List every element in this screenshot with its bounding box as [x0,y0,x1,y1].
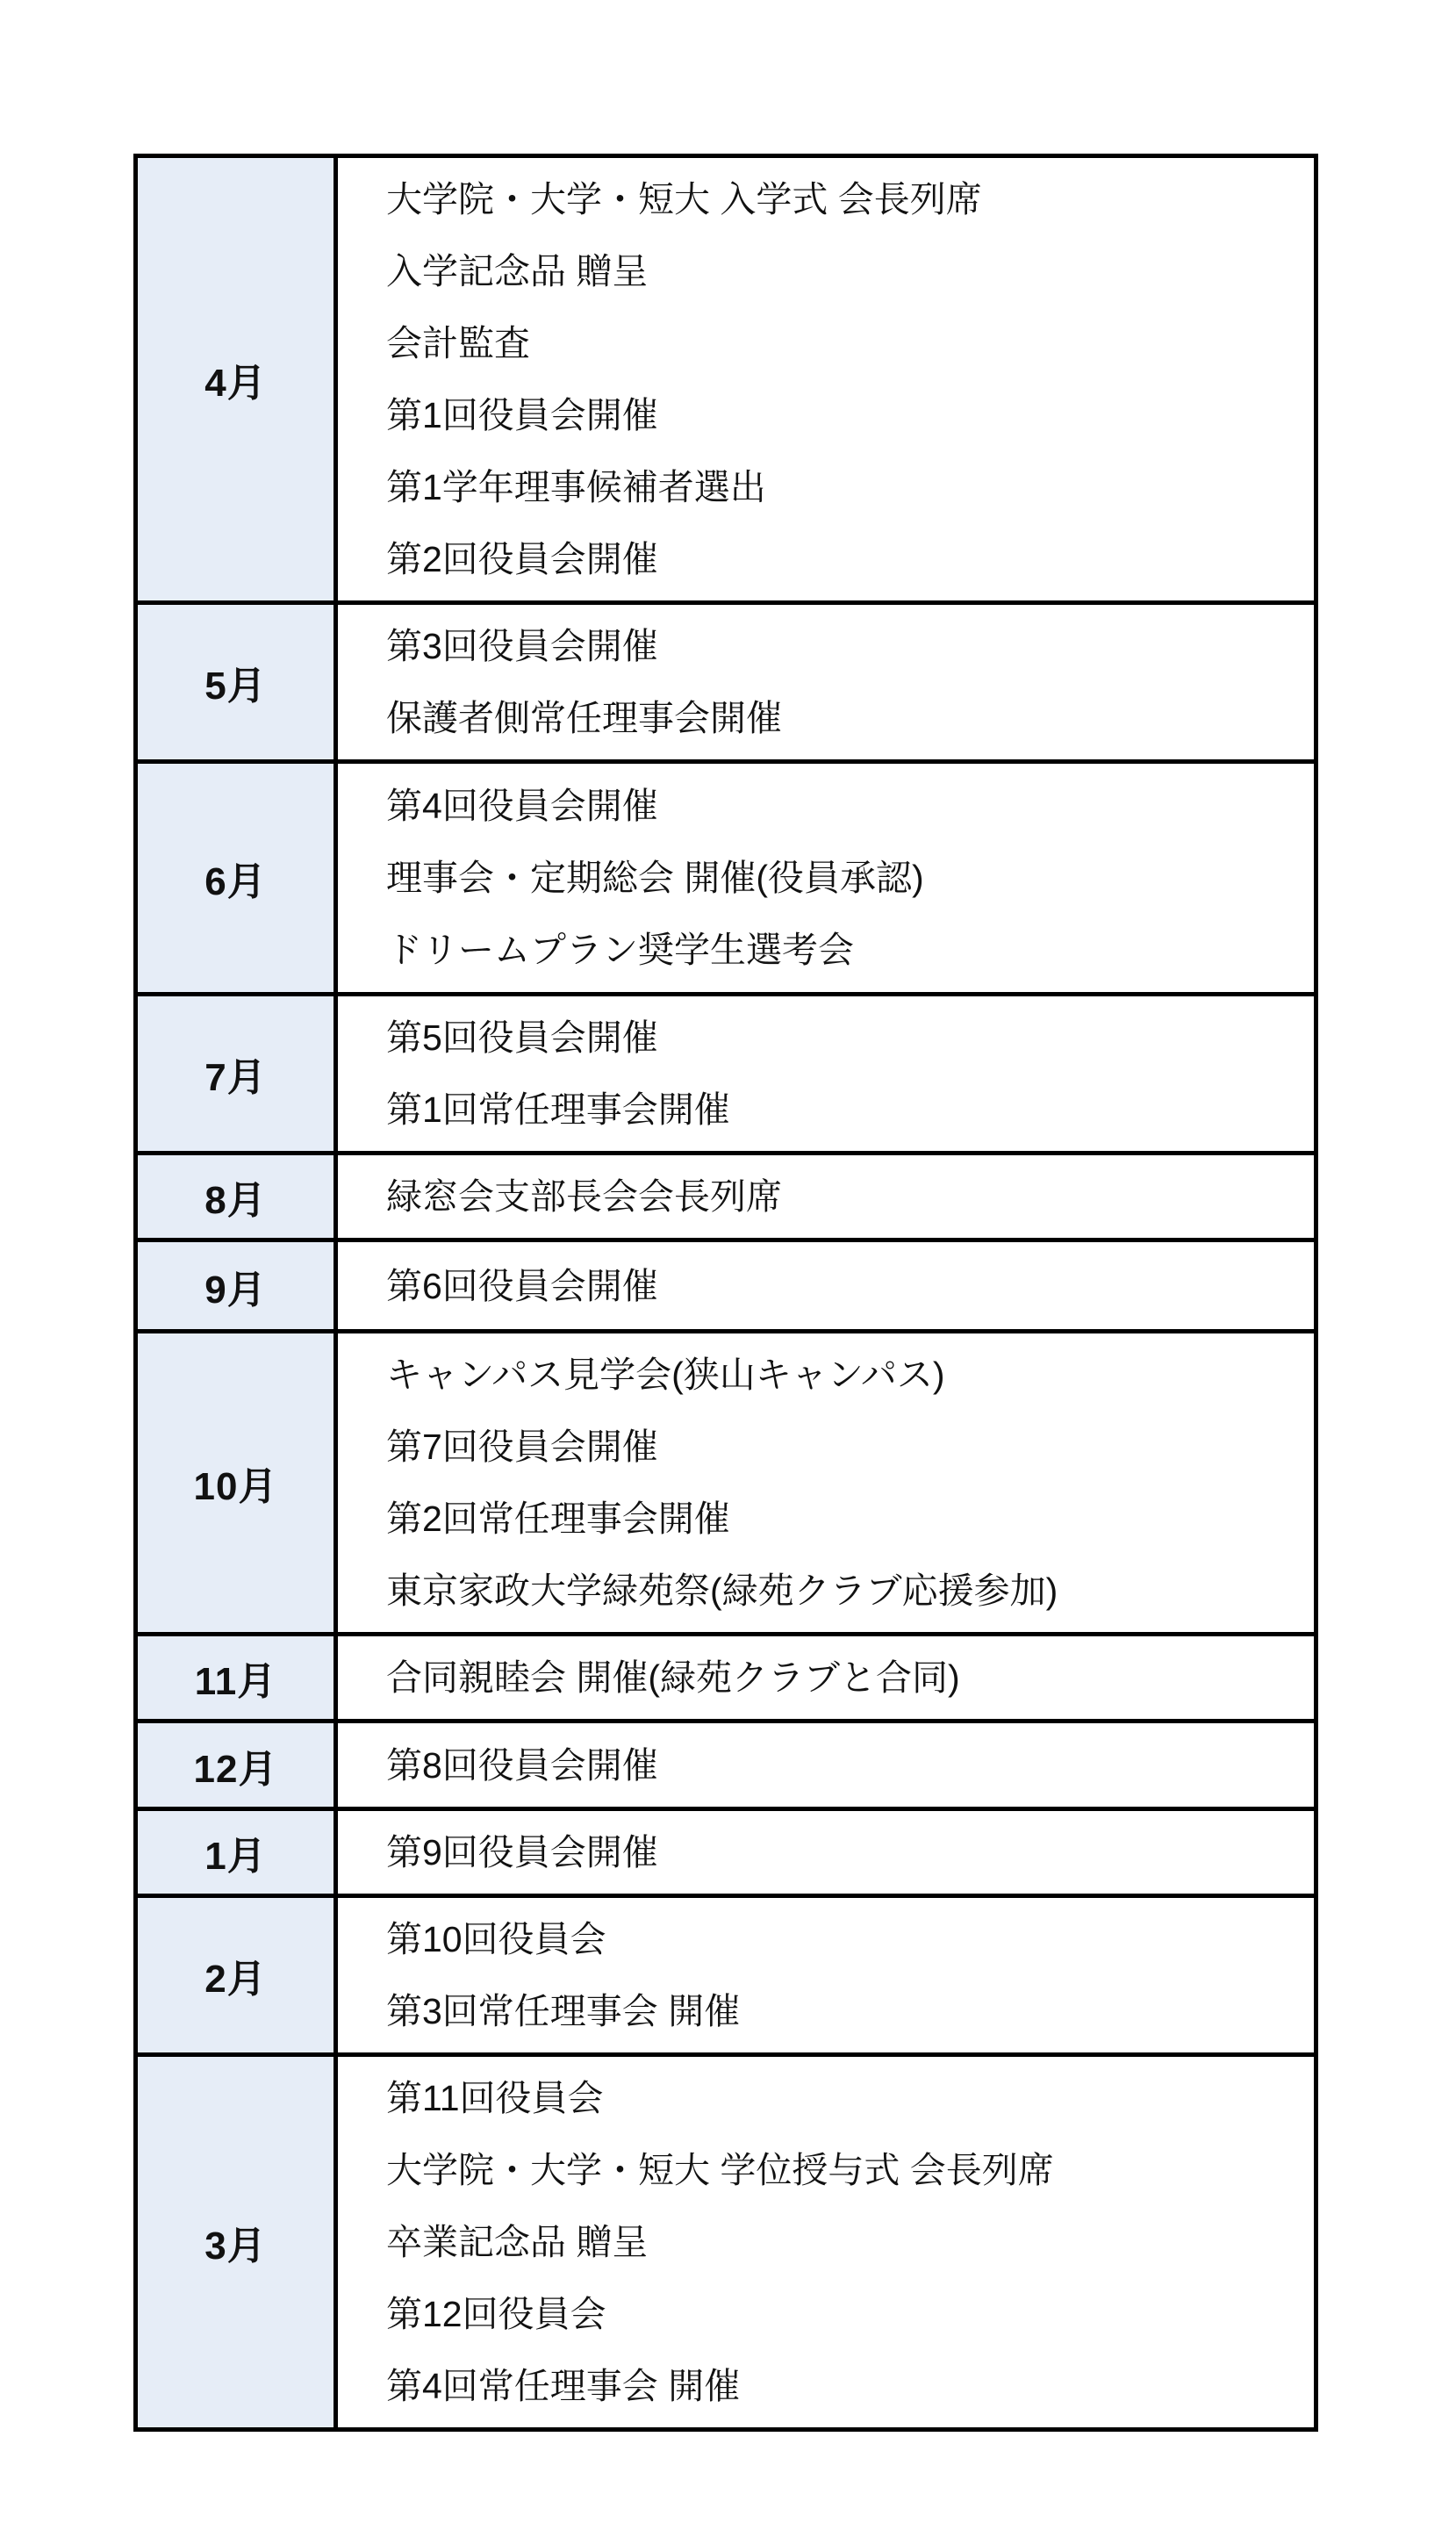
month-label: 10月 [193,1465,278,1508]
events-cell [336,1635,1316,1722]
month-label: 2月 [204,1958,267,2001]
month-cell [136,2055,336,2430]
schedule-item: 第3回役員会開催 [386,626,658,666]
schedule-item: 会計監査 [386,323,530,363]
schedule-item: 第1回役員会開催 [386,395,658,435]
schedule-item: 第4回役員会開催 [386,786,658,826]
events-cell [336,2055,1316,2430]
schedule-item: キャンパス見学会(狭山キャンパス) [386,1355,945,1395]
schedule-item: 第11回役員会 [386,2078,604,2118]
events-cell [336,1722,1316,1809]
schedule-item: 大学院・大学・短大 学位授与式 会長列席 [386,2150,1054,2190]
schedule-table [133,154,1318,2432]
month-label: 4月 [204,362,267,405]
schedule-item: 第2回役員会開催 [386,539,658,579]
table-row [136,1896,1316,2055]
month-cell [136,762,336,995]
events-cell [336,603,1316,762]
month-label: 5月 [204,665,267,708]
events-cell [336,1154,1316,1240]
month-cell [136,1635,336,1722]
month-label: 1月 [204,1835,267,1878]
month-label: 8月 [204,1179,267,1222]
month-label: 9月 [204,1268,267,1312]
schedule-item: 第9回役員会開催 [386,1832,658,1872]
events-cell [336,1809,1316,1896]
schedule-item: 第4回常任理事会 開催 [386,2366,741,2406]
table-row [136,1722,1316,1809]
table-row [136,1809,1316,1896]
month-cell [136,1240,336,1332]
month-label: 12月 [193,1747,278,1791]
month-label: 3月 [204,2225,267,2268]
schedule-item: 第8回役員会開催 [386,1744,658,1786]
month-label: 6月 [204,860,267,903]
month-label: 7月 [204,1056,267,1099]
month-cell [136,1332,336,1635]
schedule-item: 第7回役員会開催 [386,1427,658,1467]
schedule-item: 緑窓会支部長会会長列席 [386,1176,782,1217]
events-cell [336,1240,1316,1332]
table-row [136,1332,1316,1635]
schedule-item: 保護者側常任理事会開催 [386,698,782,738]
events-cell [336,995,1316,1154]
schedule-item: 第12回役員会 [386,2294,606,2334]
month-cell [136,603,336,762]
schedule-item: 大学院・大学・短大 入学式 会長列席 [386,179,982,219]
table-row [136,603,1316,762]
schedule-item: 卒業記念品 贈呈 [386,2222,649,2262]
schedule-item: 第10回役員会 [386,1919,606,1959]
month-label: 11月 [194,1660,277,1703]
table-row [136,1635,1316,1722]
schedule-item: 第1学年理事候補者選出 [386,467,766,507]
schedule-item: 第6回役員会開催 [386,1265,658,1306]
month-cell [136,156,336,603]
schedule-item: 入学記念品 贈呈 [386,251,649,291]
month-cell [136,1154,336,1240]
table-row [136,1240,1316,1332]
table-row [136,156,1316,603]
schedule-item: 合同親睦会 開催(緑苑クラブと合同) [386,1657,960,1698]
schedule-item: 東京家政大学緑苑祭(緑苑クラブ応援参加) [386,1571,1058,1611]
month-cell [136,1809,336,1896]
events-cell [336,762,1316,995]
schedule-table-body [136,156,1316,2430]
table-row [136,995,1316,1154]
table-row [136,762,1316,995]
table-row [136,2055,1316,2430]
events-cell [336,156,1316,603]
schedule-item: 理事会・定期総会 開催(役員承認) [386,858,924,898]
month-cell [136,1896,336,2055]
schedule-item: 第2回常任理事会開催 [386,1499,730,1539]
events-cell [336,1332,1316,1635]
month-cell [136,995,336,1154]
schedule-item: 第5回役員会開催 [386,1017,658,1058]
schedule-item: ドリームプラン奨学生選考会 [386,930,854,970]
month-cell [136,1722,336,1809]
table-row [136,1154,1316,1240]
schedule-item: 第3回常任理事会 開催 [386,1991,741,2031]
schedule-item: 第1回常任理事会開催 [386,1089,730,1130]
events-cell [336,1896,1316,2055]
